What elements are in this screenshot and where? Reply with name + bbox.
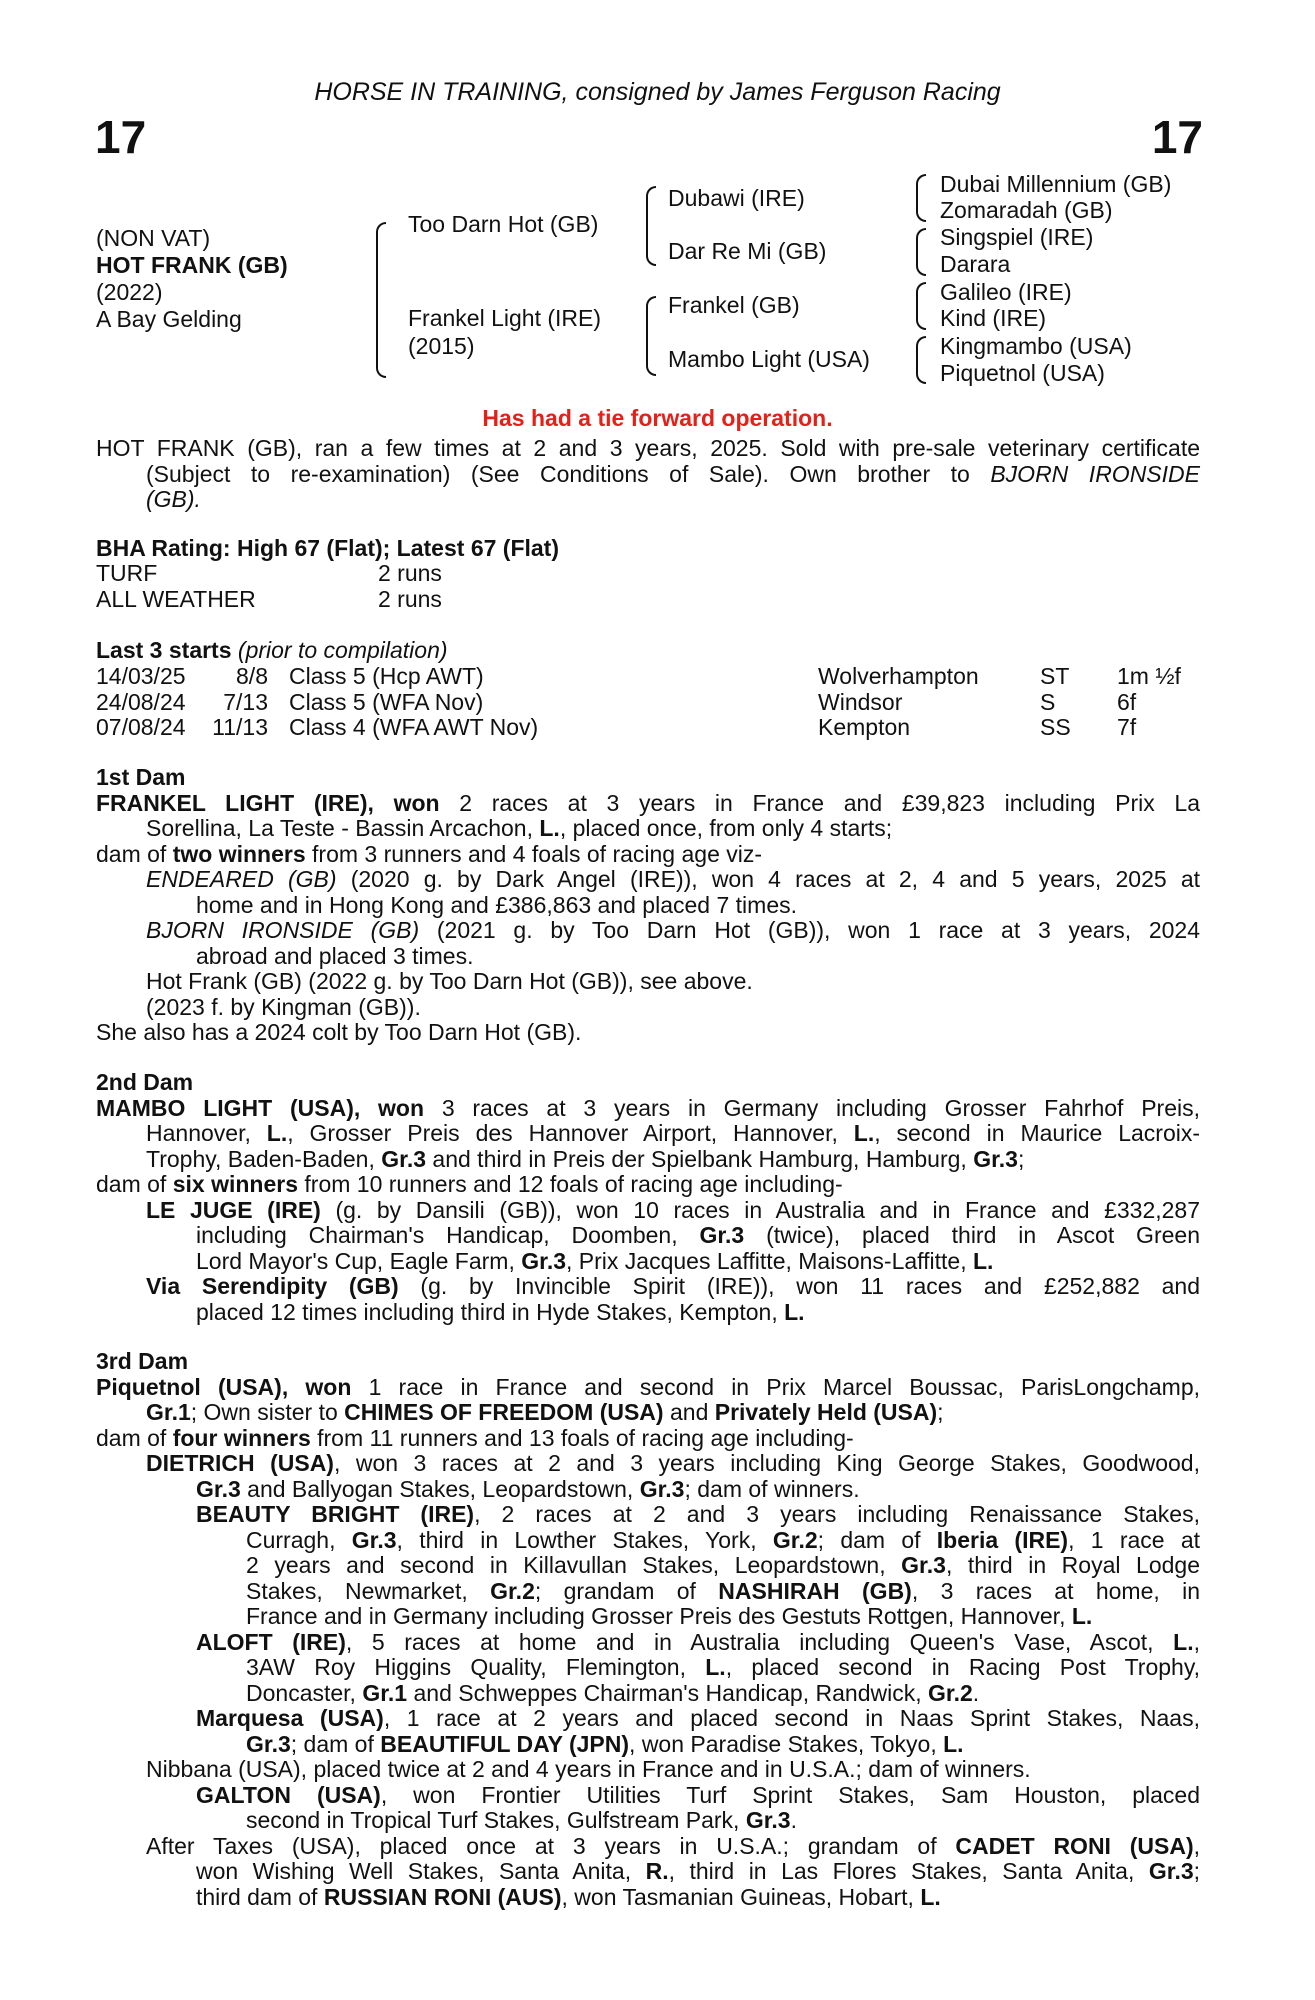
progeny-line: 3AW Roy Higgins Quality, Flemington, L., placed second in Racing Post Trophy, — [246, 1654, 1200, 1680]
winner-count: two winners — [172, 840, 306, 867]
progeny-line: Gr.3 and Ballyogan Stakes, Leopardstown, Gr.3; dam of winners. — [196, 1475, 860, 1502]
dam-line: MAMBO LIGHT (USA), won 3 races at 3 years in Germany including Grosser Fahrhof Preis, — [96, 1094, 1200, 1121]
dam-name: Piquetnol (USA) — [96, 1373, 282, 1400]
progeny-line: ALOFT (IRE), 5 races at home and in Australia including Queen's Vase, Ascot, L., — [196, 1628, 1200, 1655]
start-date: 14/03/25 — [96, 663, 186, 689]
progeny-line: BEAUTY BRIGHT (IRE), 2 races at 2 and 3 years including Renaissance Stakes, — [196, 1501, 1200, 1527]
start-class: Class 4 (WFA AWT Nov) — [289, 714, 539, 740]
ancestor-g4: Darara — [940, 251, 1011, 277]
progeny-line: GALTON (USA), won Frontier Utilities Turf Sprint Stakes, Sam Houston, placed — [196, 1781, 1200, 1808]
start-date: 24/08/24 — [96, 688, 186, 715]
progeny-line: third dam of RUSSIAN RONI (AUS), won Tasmanian Guineas, Hobart, L. — [196, 1883, 941, 1910]
pedigree-brace — [916, 228, 926, 276]
pedigree-brace — [646, 296, 656, 376]
summary-sibling: BJORN IRONSIDE — [990, 460, 1200, 487]
dam: Frankel Light (IRE) — [408, 305, 602, 331]
start-position: 7/13 — [223, 688, 268, 715]
summary-text: (Subject to re-examination) (See Conditions of Sale). Own brother to — [146, 460, 970, 487]
ancestor-g8: Piquetnol (USA) — [940, 360, 1105, 386]
section-title: 3rd Dam — [96, 1348, 189, 1374]
start-going: SS — [1040, 714, 1071, 740]
dam-line: Trophy, Baden-Baden, Gr.3 and third in Preis der Spielbank Hamburg, Hamburg, Gr.3; — [146, 1145, 1025, 1172]
progeny-line: including Chairman's Handicap, Doomben, Gr.3 (twice), placed third in Ascot Green — [196, 1222, 1200, 1248]
horse-name: HOT FRANK (GB) — [96, 252, 288, 278]
vat-status: (NON VAT) — [96, 225, 211, 251]
summary-line: (GB). — [146, 486, 201, 512]
dam-line: dam of four winners from 11 runners and 13 foals of racing age including- — [96, 1424, 854, 1451]
progeny-line: She also has a 2024 colt by Too Darn Hot (GB). — [96, 1019, 582, 1045]
progeny-line: Hot Frank (GB) (2022 g. by Too Darn Hot (GB)), see above. — [146, 968, 753, 994]
section-title: 1st Dam — [96, 764, 186, 790]
won-label: won — [305, 1373, 352, 1400]
start-position: 11/13 — [212, 714, 268, 740]
pedigree-brace — [916, 174, 926, 222]
progeny-line: Lord Mayor's Cup, Eagle Farm, Gr.3, Prix Jacques Laffitte, Maisons-Laffitte, L. — [196, 1247, 994, 1274]
progeny-line: Nibbana (USA), placed twice at 2 and 4 years in France and in U.S.A.; dam of winners. — [146, 1756, 1031, 1782]
ancestor-g3: Singspiel (IRE) — [940, 224, 1094, 250]
sire: Too Darn Hot (GB) — [408, 211, 599, 237]
turf-label: TURF — [96, 560, 158, 586]
progeny-line: won Wishing Well Stakes, Santa Anita, R., third in Las Flores Stakes, Santa Anita, Gr.3; — [196, 1858, 1201, 1884]
progeny-line: After Taxes (USA), placed once at 3 years in U.S.A.; grandam of CADET RONI (USA), — [146, 1832, 1201, 1859]
last-starts-title: Last 3 starts — [96, 637, 232, 663]
horse-description: A Bay Gelding — [96, 306, 242, 332]
ancestor-g7: Kingmambo (USA) — [940, 333, 1132, 359]
progeny-line: 2 years and second in Killavullan Stakes, Leopardstown, Gr.3, third in Royal Lodge — [246, 1552, 1201, 1578]
progeny-line: (2023 f. by Kingman (GB)). — [146, 993, 421, 1020]
progeny-line: Stakes, Newmarket, Gr.2; grandam of NASHIRAH (GB), 3 races at home, in — [246, 1577, 1201, 1604]
dam-text: Sorellina, La Teste - Bassin Arcachon, — [146, 815, 533, 841]
start-date: 07/08/24 — [96, 714, 186, 740]
won-label: won — [393, 789, 440, 816]
dam-text: dam of — [96, 840, 167, 867]
dam-line: Hannover, L., Grosser Preis des Hannover Airport, Hannover, L., second in Maurice Lacroix- — [146, 1120, 1200, 1146]
start-distance: 6f — [1117, 688, 1137, 715]
progeny-line: LE JUGE (IRE) (g. by Dansili (GB)), won 10 races in Australia and in France and £332,287 — [146, 1196, 1201, 1223]
progeny-line: Curragh, Gr.3, third in Lowther Stakes, York, Gr.2; dam of Iberia (IRE), 1 race at — [246, 1526, 1201, 1553]
progeny-line: Doncaster, Gr.1 and Schweppes Chairman's Handicap, Randwick, Gr.2. — [246, 1679, 980, 1706]
summary-line — [96, 462, 1200, 488]
progeny-line — [96, 918, 1200, 944]
ancestor-g2: Zomaradah (GB) — [940, 197, 1113, 223]
progeny-name: ENDEARED (GB) — [146, 866, 337, 892]
dam-text: from 3 runners and 4 foals of racing age viz- — [312, 840, 763, 867]
dam-line: Gr.1; Own sister to CHIMES OF FREEDOM (USA) and Privately Held (USA); — [146, 1399, 944, 1425]
start-going: S — [1040, 688, 1056, 715]
dam-name: MAMBO LIGHT (USA) — [96, 1094, 354, 1121]
progeny-name: BJORN IRONSIDE (GB) — [146, 917, 420, 943]
veterinary-notice: Has had a tie forward operation. — [482, 405, 833, 431]
start-course: Windsor — [818, 688, 903, 715]
section-title: 2nd Dam — [96, 1069, 194, 1095]
dam-line: dam of six winners from 10 runners and 12 foals of racing age including- — [96, 1171, 843, 1197]
dam-line: FRANKEL LIGHT (IRE), won 2 races at 3 years in France and £39,823 including Prix La — [96, 789, 1200, 816]
progeny-line: abroad and placed 3 times. — [196, 942, 474, 969]
progeny-line: DIETRICH (USA), won 3 races at 2 and 3 years including King George Stakes, Goodwood, — [146, 1450, 1200, 1476]
lot-number-left: 17 — [95, 111, 147, 163]
pedigree-brace — [916, 336, 926, 384]
ancestor-g6: Kind (IRE) — [940, 305, 1047, 331]
progeny-text: (2021 g. by Too Darn Hot (GB)), won 1 race at 3 years, 2024 — [436, 917, 1201, 943]
pedigree-brace — [376, 222, 386, 378]
dam-text: , placed once, from only 4 starts; — [559, 815, 893, 841]
start-distance: 7f — [1117, 714, 1137, 740]
progeny-line — [96, 867, 1200, 893]
second-dam-section — [96, 1070, 1200, 1325]
all-weather-runs: 2 runs — [378, 586, 442, 612]
all-weather-label: ALL WEATHER — [96, 586, 256, 612]
won-label: won — [378, 1094, 425, 1121]
summary-paragraph — [96, 436, 1200, 513]
dam-sire: Frankel (GB) — [668, 292, 800, 318]
bha-rating: BHA Rating: High 67 (Flat); Latest 67 (Flat) — [96, 535, 559, 561]
ancestor-g1: Dubai Millennium (GB) — [940, 171, 1172, 197]
progeny-line: Gr.3; dam of BEAUTIFUL DAY (JPN), won Paradise Stakes, Tokyo, L. — [246, 1730, 964, 1757]
dam-line — [96, 842, 1200, 868]
sire-dam: Dar Re Mi (GB) — [668, 238, 827, 264]
first-dam-section — [96, 765, 1200, 1046]
start-class: Class 5 (Hcp AWT) — [289, 663, 484, 689]
last-starts-heading — [96, 638, 448, 664]
progeny-text: (2020 g. by Dark Angel (IRE)), won 4 races at 2, 4 and 5 years, 2025 at — [350, 866, 1200, 892]
progeny-line: France and in Germany including Grosser Preis des Gestuts Rottgen, Hannover, L. — [246, 1603, 1093, 1629]
dam-line — [96, 816, 1200, 842]
progeny-line: placed 12 times including third in Hyde Stakes, Kempton, L. — [196, 1298, 805, 1325]
dam-name: FRANKEL LIGHT (IRE) — [96, 789, 368, 816]
sire-sire: Dubawi (IRE) — [668, 185, 805, 211]
dam-dam: Mambo Light (USA) — [668, 346, 870, 372]
progeny-line: Via Serendipity (GB) (g. by Invincible Spirit (IRE)), won 11 races and £252,882 and — [146, 1273, 1200, 1299]
start-position: 8/8 — [236, 663, 268, 689]
pedigree-brace — [646, 186, 656, 266]
dam-line: Piquetnol (USA), won 1 race in France and second in Prix Marcel Boussac, ParisLongchamp, — [96, 1373, 1201, 1400]
start-course: Kempton — [818, 714, 911, 740]
start-course: Wolverhampton — [818, 663, 979, 689]
progeny-line: Marquesa (USA), 1 race at 2 years and placed second in Naas Sprint Stakes, Naas, — [196, 1705, 1200, 1731]
summary-line: HOT FRANK (GB), ran a few times at 2 and 3 years, 2025. Sold with pre-sale veterinary certificate — [96, 435, 1200, 461]
start-going: ST — [1040, 663, 1070, 689]
last-starts-subtitle: (prior to compilation) — [237, 637, 448, 663]
progeny-line: home and in Hong Kong and £386,863 and placed 7 times. — [196, 891, 797, 918]
turf-runs: 2 runs — [378, 560, 442, 586]
ancestor-g5: Galileo (IRE) — [940, 279, 1072, 305]
horse-year: (2022) — [96, 279, 163, 305]
lot-number-right: 17 — [1151, 111, 1203, 163]
dam-year: (2015) — [408, 333, 475, 359]
third-dam-section — [96, 1349, 1200, 1910]
dam-text: 2 races at 3 years in France and £39,823 including Prix La — [459, 789, 1200, 816]
start-class: Class 5 (WFA Nov) — [289, 688, 484, 715]
start-distance: 1m ½f — [1117, 663, 1181, 689]
progeny-line: second in Tropical Turf Stakes, Gulfstream Park, Gr.3. — [246, 1807, 797, 1833]
race-grade: L. — [539, 815, 560, 841]
catalogue-header: HORSE IN TRAINING, consigned by James Ferguson Racing — [314, 78, 1001, 106]
dam-text: 3 races at 3 years in Germany including Grosser Fahrhof Preis, — [441, 1094, 1200, 1121]
pedigree-brace — [916, 282, 926, 330]
